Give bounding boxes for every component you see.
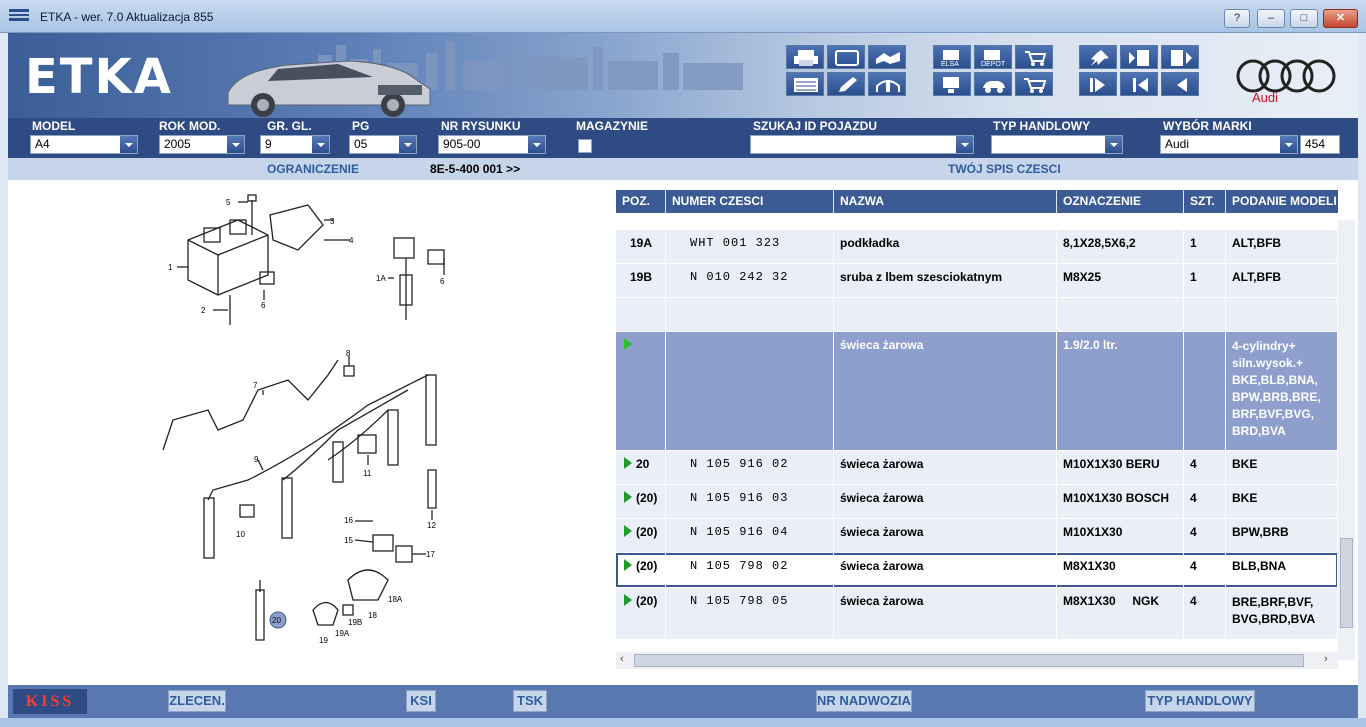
cell-numer: N 105 916 04 [666, 519, 834, 552]
szukaj-id-pojazdu-label: SZUKAJ ID POJAZDU [753, 119, 878, 133]
cell-model: ALT,BFB [1226, 264, 1338, 297]
cell-szt: 4 [1184, 519, 1226, 552]
next-page-icon[interactable] [1161, 45, 1199, 69]
wybor-marki-label: WYBÓR MARKI [1163, 119, 1252, 133]
kiss-logo[interactable]: KISS [13, 689, 87, 714]
col-nazwa[interactable]: NAZWA [834, 190, 1057, 213]
callout-label: 17 [426, 550, 435, 559]
callout-label: 15 [344, 536, 353, 545]
horizontal-scrollbar[interactable] [616, 652, 1338, 669]
rok-mod-select[interactable]: 2005 [159, 135, 245, 154]
cell-nazwa: świeca żarowa [834, 553, 1057, 587]
callout-label: 6 [261, 301, 266, 310]
cell-szt [1184, 298, 1226, 331]
filter-bar [8, 118, 1358, 158]
typ-handlowy-button[interactable]: TYP HANDLOWY [1145, 690, 1255, 712]
callout-label: 1 [168, 263, 173, 272]
app-menu-icon[interactable] [8, 8, 30, 22]
cell-poz: (20) [616, 519, 666, 552]
callout-label: 7 [253, 381, 258, 390]
etka-logo: ETKA [25, 49, 173, 105]
cell-poz: (20) [616, 485, 666, 518]
vertical-scrollbar[interactable] [1338, 220, 1355, 660]
cell-nazwa: świeca żarowa [834, 332, 1057, 450]
cell-poz [616, 332, 666, 450]
car-skyline-image [168, 33, 808, 118]
cell-oznaczenie: M10X1X30 BOSCH [1057, 485, 1184, 518]
callout-label: 8 [346, 349, 351, 358]
col-podanie-modeli[interactable]: PODANIE MODELI [1232, 194, 1337, 208]
scroll-right-icon[interactable]: › [1324, 653, 1328, 665]
chevron-down-icon [1280, 136, 1297, 153]
pg-label: PG [352, 119, 370, 133]
close-button[interactable]: ✕ [1323, 9, 1358, 28]
callout-label: 3 [330, 217, 335, 226]
elsa-icon[interactable] [933, 45, 971, 69]
cell-nazwa: podkładka [834, 230, 1057, 263]
ksi-button[interactable]: KSI [406, 690, 436, 712]
callout-label: 19A [335, 629, 350, 638]
help-button[interactable]: ? [1224, 9, 1250, 28]
elsa-label: ELSA [941, 61, 959, 67]
cell-oznaczenie: 1.9/2.0 ltr. [1057, 332, 1184, 450]
title-bar [0, 0, 1366, 33]
chevron-down-icon [528, 136, 545, 153]
cart-move-icon[interactable] [1015, 45, 1053, 69]
cell-poz [616, 298, 666, 331]
scroll-left-icon[interactable]: ‹ [620, 653, 624, 665]
cell-oznaczenie: M8X1X30 [1057, 553, 1184, 587]
cell-numer: N 105 916 03 [666, 485, 834, 518]
col-szt[interactable]: SZT. [1184, 190, 1226, 213]
vertical-scroll-thumb[interactable] [1340, 538, 1353, 628]
parts-diagram-panel [8, 180, 612, 685]
window-title: ETKA - wer. 7.0 Aktualizacja 855 [40, 10, 214, 24]
callout-label: 10 [236, 530, 245, 539]
chevron-down-icon [399, 136, 416, 153]
szukaj-id-pojazdu-select[interactable] [750, 135, 974, 154]
expand-arrow-icon[interactable] [624, 457, 632, 469]
cell-nazwa: świeca żarowa [834, 485, 1057, 518]
magazynie-label: MAGAZYNIE [576, 119, 648, 133]
expand-arrow-icon[interactable] [624, 525, 632, 537]
pg-select[interactable]: 05 [349, 135, 417, 154]
callout-label: 18A [388, 595, 403, 604]
cell-nazwa [834, 298, 1057, 331]
cell-model [1226, 298, 1338, 331]
table-row[interactable] [616, 451, 1338, 484]
cell-szt: 1 [1184, 230, 1226, 263]
horizontal-scroll-thumb[interactable] [634, 654, 1304, 667]
window-icon[interactable] [827, 45, 865, 69]
gr-gl-select[interactable]: 9 [260, 135, 330, 154]
cell-model: 4-cylindry+ siln.wysok.+ BKE,BLB,BNA, BPW,BRB,BRE, BRF,BVF,BVG, BRD,BVA [1226, 332, 1338, 450]
window-bottom-border [0, 718, 1366, 727]
back-icon[interactable] [1161, 72, 1199, 96]
gr-gl-label: GR. GL. [267, 119, 312, 133]
callout-label: 19 [319, 636, 328, 645]
cell-oznaczenie [1057, 298, 1184, 331]
table-row-group[interactable] [616, 332, 1338, 450]
depot-icon[interactable] [974, 45, 1012, 69]
list-icon[interactable] [786, 72, 824, 96]
twoj-spis-czesci-link[interactable]: TWÓJ SPIS CZESCI [948, 162, 1061, 176]
cell-szt: 1 [1184, 264, 1226, 297]
col-poz[interactable]: POZ. [616, 190, 666, 213]
cell-szt: 4 [1184, 485, 1226, 518]
nr-rysunku-label: NR RYSUNKU [441, 119, 521, 133]
cart-icon[interactable] [1015, 72, 1053, 96]
cell-numer: WHT 001 323 [666, 230, 834, 263]
callout-label: 6 [440, 277, 445, 286]
chevron-down-icon [312, 136, 329, 153]
audi-rings-logo [1233, 48, 1338, 108]
cell-oznaczenie: M8X1X30 NGK [1057, 588, 1184, 639]
callout-label: 9 [254, 455, 259, 464]
cell-oznaczenie: M10X1X30 BERU [1057, 451, 1184, 484]
status-bar [8, 685, 1358, 718]
cell-poz: 20 [616, 451, 666, 484]
cell-szt: 4 [1184, 588, 1226, 639]
col-oznaczenie[interactable]: OZNACZENIE [1057, 190, 1184, 213]
cell-model: BKE [1226, 451, 1338, 484]
cell-model: ALT,BFB [1226, 230, 1338, 263]
cell-szt: 4 [1184, 451, 1226, 484]
cell-nazwa: świeca żarowa [834, 588, 1057, 639]
model-label: MODEL [32, 119, 76, 133]
pin-icon[interactable] [1079, 45, 1117, 69]
rok-mod-label: ROK MOD. [159, 119, 221, 133]
drawing-reference[interactable]: 8E-5-400 001 >> [430, 162, 521, 176]
cell-oznaczenie: M10X1X30 [1057, 519, 1184, 552]
callout-label: 12 [427, 521, 436, 530]
model-select[interactable]: A4 [30, 135, 138, 154]
computer-icon[interactable] [933, 72, 971, 96]
cell-model: BLB,BNA [1226, 553, 1338, 587]
table-row[interactable] [616, 230, 1338, 263]
table-row[interactable] [616, 588, 1338, 639]
tools-icon[interactable] [868, 72, 906, 96]
tsk-button[interactable]: TSK [513, 690, 547, 712]
cell-nazwa: świeca żarowa [834, 519, 1057, 552]
callout-label: 16 [344, 516, 353, 525]
callout-label: 2 [201, 306, 206, 315]
cell-numer [666, 298, 834, 331]
cell-model: BKE [1226, 485, 1338, 518]
first-bookmark-icon[interactable] [1079, 72, 1117, 96]
table-row[interactable] [616, 485, 1338, 518]
zlecen-button[interactable]: ZLECEN. [168, 690, 226, 712]
printer-icon[interactable] [786, 45, 824, 69]
parts-exploded-diagram[interactable] [8, 180, 612, 685]
expand-arrow-icon[interactable] [624, 594, 632, 606]
cell-poz: (20) [616, 553, 666, 587]
cell-nazwa: świeca żarowa [834, 451, 1057, 484]
expand-arrow-icon[interactable] [624, 559, 632, 571]
hands-icon[interactable] [868, 45, 906, 69]
callout-label: 1A [376, 274, 386, 283]
cell-poz: 19B [616, 264, 666, 297]
callout-label: 19B [348, 618, 363, 627]
selected-callout-label: 20 [272, 616, 281, 625]
callout-label: 11 [363, 469, 372, 478]
expand-arrow-icon[interactable] [624, 338, 632, 350]
chevron-down-icon [1105, 136, 1122, 153]
cell-szt [1184, 332, 1226, 450]
cell-szt: 4 [1184, 553, 1226, 587]
depot-label: DEPOT [981, 61, 1006, 67]
typ-handlowy-label: TYP HANDLOWY [993, 119, 1091, 133]
cell-model: BRE,BRF,BVF, BVG,BRD,BVA [1226, 588, 1338, 639]
minimize-button[interactable]: – [1257, 9, 1285, 28]
parts-table-body [616, 220, 1338, 660]
marki-count: 454 [1300, 135, 1340, 154]
nr-rysunku-select[interactable]: 905-00 [438, 135, 546, 154]
table-row-selected[interactable] [616, 553, 1338, 587]
chevron-down-icon [227, 136, 244, 153]
parts-table-header [616, 190, 1338, 213]
brand-name: Audi [1252, 90, 1279, 105]
table-row[interactable] [616, 298, 1338, 331]
cell-oznaczenie: M8X25 [1057, 264, 1184, 297]
nr-nadwozia-button[interactable]: NR NADWOZIA [816, 690, 912, 712]
cell-numer: N 105 798 02 [666, 553, 834, 587]
cell-numer: N 010 242 32 [666, 264, 834, 297]
cell-numer [666, 332, 834, 450]
chevron-down-icon [120, 136, 137, 153]
chevron-down-icon [956, 136, 973, 153]
magazynie-checkbox[interactable] [578, 139, 592, 153]
typ-handlowy-select[interactable] [991, 135, 1123, 154]
expand-arrow-icon[interactable] [624, 491, 632, 503]
car-service-icon[interactable] [974, 72, 1012, 96]
col-numer-czesci[interactable]: NUMER CZESCI [666, 190, 834, 213]
sub-header [8, 158, 1358, 180]
cell-nazwa: sruba z lbem szesciokatnym [834, 264, 1057, 297]
maximize-button[interactable]: □ [1290, 9, 1318, 28]
cell-model: BPW,BRB [1226, 519, 1338, 552]
cell-numer: N 105 916 02 [666, 451, 834, 484]
first-page-icon[interactable] [1120, 72, 1158, 96]
table-row[interactable] [616, 519, 1338, 552]
parts-list-panel [612, 180, 1358, 685]
cell-poz: 19A [616, 230, 666, 263]
table-row[interactable] [616, 264, 1338, 297]
callout-label: 18 [368, 611, 377, 620]
pencil-icon[interactable] [827, 72, 865, 96]
cell-oznaczenie: 8,1X28,5X6,2 [1057, 230, 1184, 263]
wybor-marki-select[interactable]: Audi [1160, 135, 1298, 154]
ograniczenie-link[interactable]: OGRANICZENIE [267, 162, 360, 176]
callout-label: 4 [349, 236, 354, 245]
cell-poz: (20) [616, 588, 666, 639]
prev-page-icon[interactable] [1120, 45, 1158, 69]
cell-numer: N 105 798 05 [666, 588, 834, 639]
header-banner [8, 33, 1358, 118]
callout-label: 5 [226, 198, 231, 207]
